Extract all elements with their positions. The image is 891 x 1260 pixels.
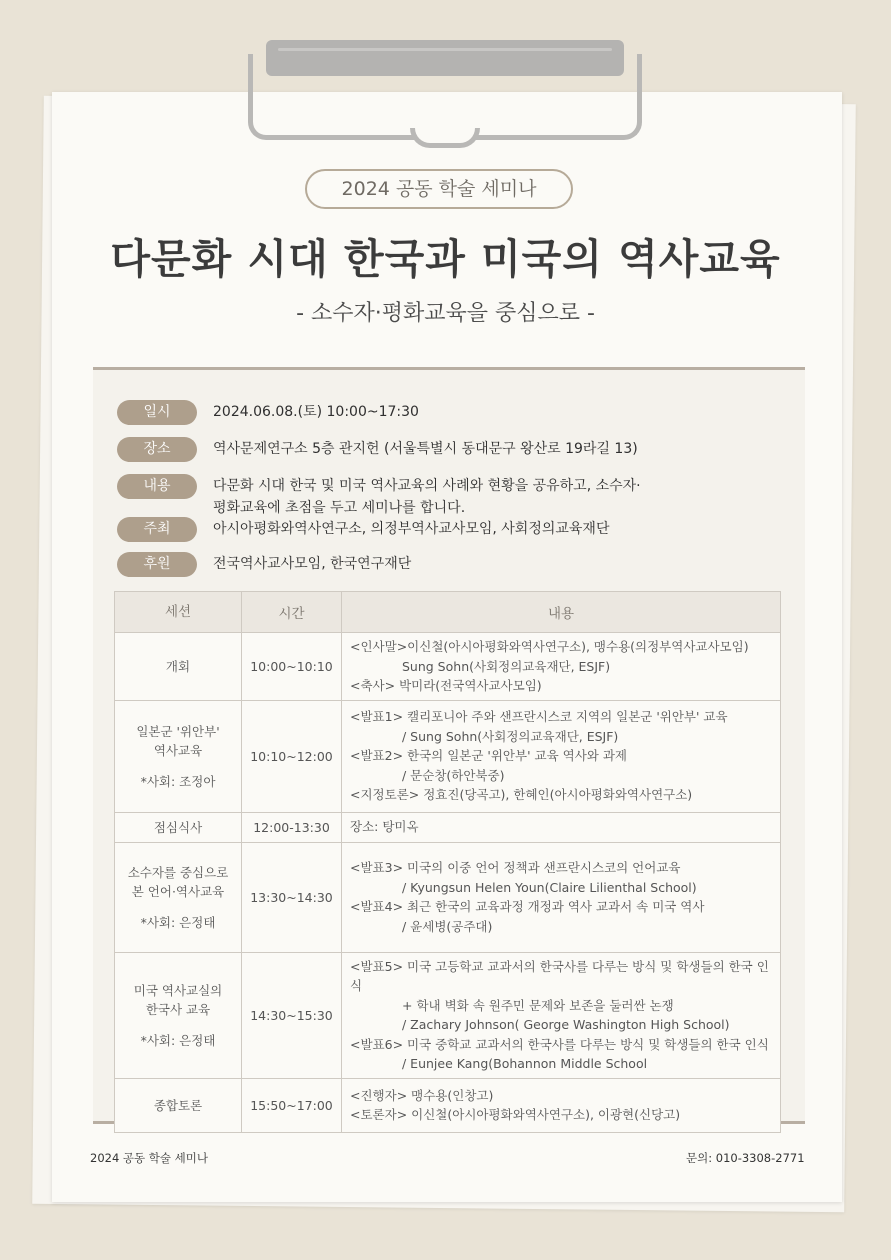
session-name: 본 언어·역사교육 (131, 883, 225, 899)
info-panel (93, 367, 805, 1124)
page-title: 다문화 시대 한국과 미국의 역사교육 (110, 235, 781, 283)
content-line: <발표3> 미국의 이중 언어 정책과 샌프란시스코의 언어교육 (350, 860, 681, 875)
time-cell: 10:10~12:00 (242, 700, 342, 812)
session-cell (115, 1078, 242, 1132)
info-row-host (117, 517, 609, 542)
clipboard-clip-notch (410, 128, 480, 148)
session-name: 미국 역사교실의 (133, 982, 223, 998)
time-cell: 12:00-13:30 (242, 812, 342, 842)
session-cell (115, 700, 242, 812)
info-value: 역사문제연구소 5층 관지헌 (서울특별시 동대문구 왕산로 19라길 13) (213, 441, 638, 457)
info-label: 후원 (117, 552, 197, 577)
info-row-content (117, 474, 641, 519)
session-moderator: *사회: 은정태 (140, 914, 216, 930)
content-line: <축사> 박미라(전국역사교사모임) (350, 678, 542, 693)
table-row (115, 1078, 781, 1132)
session-name: 종합토론 (153, 1097, 203, 1113)
clipboard-clip-bar (266, 40, 624, 76)
content-line: <발표5> 미국 고등학교 교과서의 한국사를 다루는 방식 및 학생들의 한국 인식 (350, 958, 769, 993)
info-value: 2024.06.08.(토) 10:00~17:30 (213, 404, 419, 420)
info-value-line: 평화교육에 초점을 두고 세미나를 합니다. (213, 500, 466, 516)
session-name: 한국사 교육 (145, 1001, 211, 1017)
session-name: 일본군 '위안부' (136, 723, 220, 739)
content-cell (342, 1078, 781, 1132)
column-header-content: 내용 (342, 592, 781, 633)
info-label: 주최 (117, 517, 197, 542)
content-line: <발표4> 최근 한국의 교육과정 개정과 역사 교과서 속 미국 역사 (350, 899, 705, 914)
content-line: Sung Sohn(사회정의교육재단, ESJF) (402, 658, 611, 674)
event-tag: 2024 공동 학술 세미나 (305, 169, 573, 209)
footer-contact: 문의: 010-3308-2771 (686, 1151, 805, 1165)
time-cell: 14:30~15:30 (242, 952, 342, 1078)
table-row (115, 633, 781, 701)
info-label: 장소 (117, 437, 197, 462)
time-cell: 10:00~10:10 (242, 633, 342, 701)
content-line: / Kyungsun Helen Youn(Claire Lilienthal School) (402, 879, 697, 895)
info-row-place (117, 437, 638, 462)
footer-event-name: 2024 공동 학술 세미나 (90, 1151, 208, 1165)
column-header-time: 시간 (242, 592, 342, 633)
session-cell (115, 842, 242, 952)
session-name: 개회 (165, 658, 191, 674)
page-subtitle: - 소수자·평화교육을 중심으로 - (296, 301, 595, 326)
content-line: / Sung Sohn(사회정의교육재단, ESJF) (402, 728, 619, 744)
table-row (115, 700, 781, 812)
content-line: / 윤세병(공주대) (402, 918, 493, 934)
content-line: <진행자> 맹수용(인창고) (350, 1087, 494, 1103)
session-name: 역사교육 (153, 742, 203, 758)
table-header-row (115, 592, 781, 633)
session-moderator: *사회: 조정아 (140, 773, 216, 789)
table-row (115, 842, 781, 952)
content-line: / Eunjee Kang(Bohannon Middle School (402, 1056, 648, 1071)
content-line: 장소: 탕미옥 (350, 819, 419, 835)
content-line: + 학내 벽화 속 원주민 문제와 보존을 둘러싼 논쟁 (402, 997, 674, 1013)
info-value (213, 475, 641, 519)
column-header-session: 세션 (115, 592, 242, 633)
content-cell (342, 700, 781, 812)
content-line: <발표2> 한국의 일본군 '위안부' 교육 역사와 과제 (350, 748, 627, 764)
table-row (115, 812, 781, 842)
time-cell: 13:30~14:30 (242, 842, 342, 952)
info-value-line: 다문화 시대 한국 및 미국 역사교육의 사례와 현황을 공유하고, 소수자· (213, 478, 641, 494)
content-line: <발표6> 미국 중학교 교과서의 한국사를 다루는 방식 및 학생들의 한국 인식 (350, 1036, 769, 1052)
session-moderator: *사회: 은정태 (140, 1032, 216, 1048)
content-line: <인사말>이신철(아시아평화와역사연구소), 맹수용(의정부역사교사모임) (350, 639, 749, 654)
session-cell (115, 952, 242, 1078)
schedule-table (114, 591, 781, 1133)
content-cell (342, 952, 781, 1078)
info-label: 일시 (117, 400, 197, 425)
content-cell (342, 842, 781, 952)
info-value: 전국역사교사모임, 한국연구재단 (213, 556, 412, 572)
info-row-sponsor (117, 552, 411, 577)
content-line: / Zachary Johnson( George Washington High School) (402, 1017, 730, 1032)
content-line: <토론자> 이신철(아시아평화와역사연구소), 이광현(신당고) (350, 1107, 681, 1122)
session-name: 소수자를 중심으로 (127, 864, 229, 880)
content-line: <발표1> 캘리포니아 주와 샌프란시스코 지역의 일본군 '위안부' 교육 (350, 709, 728, 725)
content-cell (342, 812, 781, 842)
info-label: 내용 (117, 474, 197, 499)
content-line: <지정토론> 정효진(당곡고), 한혜인(아시아평화와역사연구소) (350, 787, 693, 803)
table-row (115, 952, 781, 1078)
info-value: 아시아평화와역사연구소, 의정부역사교사모임, 사회정의교육재단 (213, 521, 610, 537)
time-cell: 15:50~17:00 (242, 1078, 342, 1132)
info-row-date (117, 400, 419, 425)
session-name: 점심식사 (153, 819, 203, 835)
content-cell (342, 633, 781, 701)
content-line: / 문순창(하안북중) (402, 767, 505, 783)
session-cell (115, 633, 242, 701)
session-cell (115, 812, 242, 842)
